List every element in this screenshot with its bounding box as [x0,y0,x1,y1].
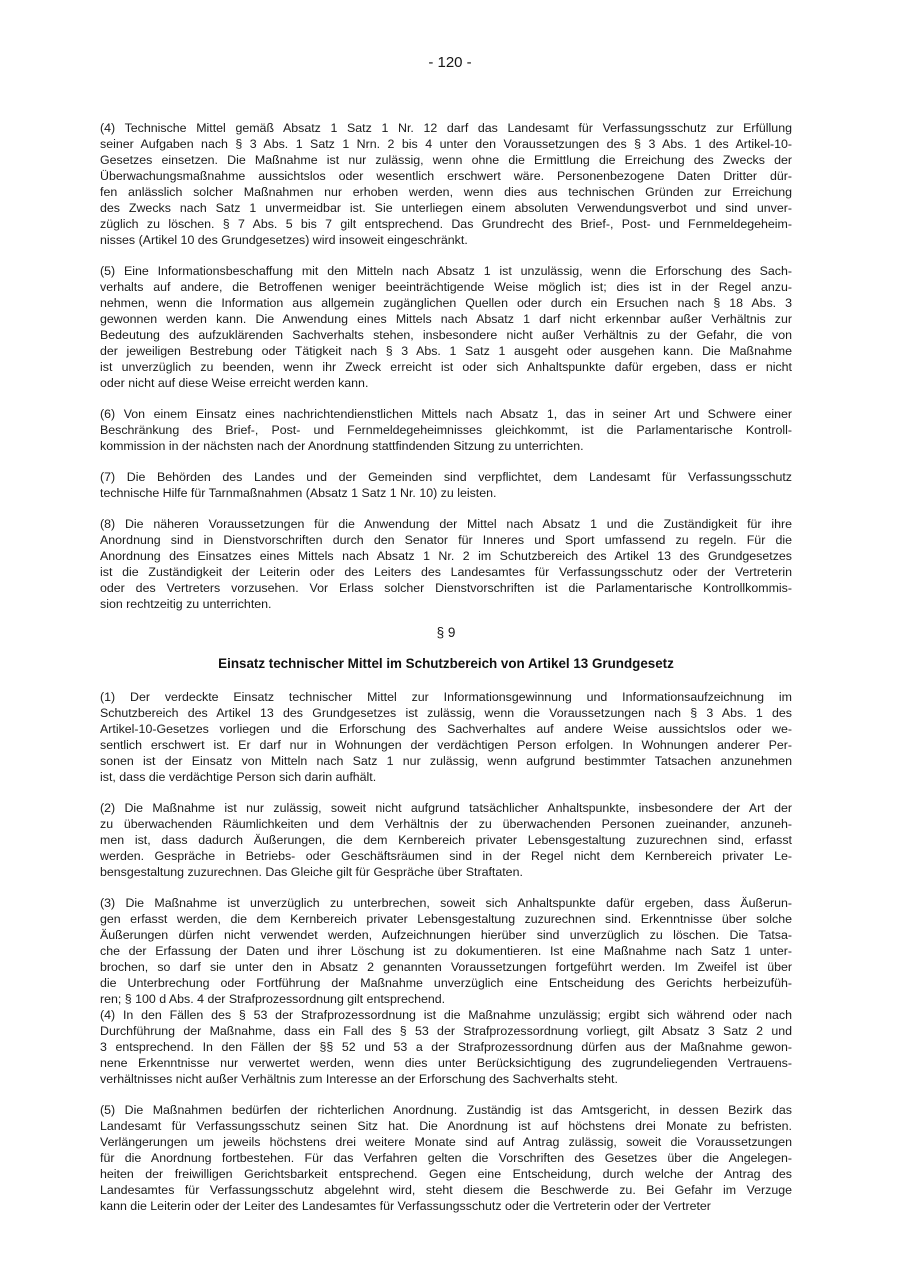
paragraph-5 [100,263,792,391]
text-line: nene Erkenntnisse nur verwertet werden, wenn dies unter Berücksichtigung des zugrundeliegenden Vertrauens- [100,1056,792,1070]
text-line: (4) In den Fällen des § 53 der Strafprozessordnung ist die Maßnahme unzulässig; ergibt sich während oder nach [100,1008,792,1022]
text-line: (5) Die Maßnahmen bedürfen der richterlichen Anordnung. Zuständig ist das Amtsgericht, in dessen Bezirk das [100,1103,792,1117]
text-line: die Unterbrechung oder Fortführung der Maßnahme unverzüglich eine Entscheidung des Gerichts herbeizufüh- [100,976,792,990]
text-line: Anordnung sind in Dienstvorschriften durch den Senator für Inneres und Sport umfassend zu regeln. Für die [100,533,792,547]
text-line: (8) Die näheren Voraussetzungen für die Anwendung der Mittel nach Absatz 1 und die Zuständigkeit für ihre [100,517,792,531]
text-line: Landesamtes für Verfassungsschutz abgelehnt wird, steht diesem die Beschwerde zu. Bei Gefahr im Verzuge [100,1183,792,1197]
text-line: technische Hilfe für Tarnmaßnahmen (Absatz 1 Satz 1 Nr. 10) zu leisten. [100,486,497,500]
page-number: - 120 - [428,54,472,71]
text-line: ren; § 100 d Abs. 4 der Strafprozessordnung gilt entsprechend. [100,992,446,1006]
paragraph-9-4 [100,1007,792,1087]
text-line: ist unverzüglich zu beenden, wenn ihr Zweck erreicht ist oder sich Anhaltspunkte dafür ergeben, dass er nicht [100,360,792,374]
section-title: Einsatz technischer Mittel im Schutzbereich von Artikel 13 Grundgesetz [218,656,674,671]
paragraph-9-1 [100,689,792,785]
text-line: 3 entsprechend. In den Fällen der §§ 52 und 53 a der Strafprozessordnung dürfen aus der Maßnahme gewon- [100,1040,792,1054]
text-line: verhalts auf andere, die Betroffenen weniger beeinträchtigende Weise möglich ist; dies ist in der Regel anzu- [100,280,792,294]
paragraphs-section [100,689,792,1214]
text-line: (5) Eine Informationsbeschaffung mit den Mitteln nach Absatz 1 ist unzulässig, wenn die Erforschung des Sach- [100,264,792,278]
text-line: heiten der freiwilligen Gerichtsbarkeit entsprechend. Gegen eine Entscheidung, durch welche der Antrag des [100,1167,792,1181]
text-line: zu überwachenden Räumlichkeiten und dem Verhältnis der zu überwachenden Personen zueinander, anzuneh- [100,817,792,831]
paragraph-9-2 [100,800,792,880]
text-line: (4) Technische Mittel gemäß Absatz 1 Satz 1 Nr. 12 darf das Landesamt für Verfassungsschutz zur Erfüllung [100,121,792,135]
text-line: nehmen, wenn die Information aus allgemein zugänglichen Quellen oder durch ein Ersuchen nach § 18 Abs. 3 [100,296,792,310]
text-line: kann die Leiterin oder der Leiter des Landesamtes für Verfassungsschutz oder die Vertreterin oder der Vertreter [100,1199,711,1213]
text-line: che der Erfassung der Daten und ihrer Löschung ist zu dokumentieren. Ist eine Maßnahme nach Satz 1 unter- [100,944,792,958]
text-line: Bedeutung des aufzuklärenden Sachverhalts stehen, insbesondere nicht außer Verhältnis zu der Gefahr, die von [100,328,792,342]
paragraph-7 [100,469,792,501]
text-line: Gesetzes einsetzen. Die Maßnahme ist nur zulässig, wenn ohne die Ermittlung die Erreichung des Zwecks der [100,153,792,167]
text-line: (3) Die Maßnahme ist unverzüglich zu unterbrechen, soweit sich Anhaltspunkte dafür ergeben, dass Äußerun- [100,896,792,910]
text-line: Schutzbereich des Artikel 13 des Grundgesetzes ist zulässig, wenn die Voraussetzungen nach § 3 Abs. 1 des [100,706,792,720]
text-line: werden. Gespräche in Betriebs- oder Geschäftsräumen sind in der Regel nicht dem Kernbereich privater Le- [100,849,792,863]
text-line: (1) Der verdeckte Einsatz technischer Mittel zur Informationsgewinnung und Informationsaufzeichnung im [100,690,792,704]
text-line: Überwachungsmaßnahme aussichtslos oder wesentlich erschwert wäre. Personenbezogene Daten Dritter dür- [100,169,792,183]
text-line: oder nicht auf diese Weise erreicht werden kann. [100,376,369,390]
text-line: men ist, dass dadurch Äußerungen, die dem Kernbereich privater Lebensgestaltung zuzurechnen sind, erfasst [100,833,792,847]
text-line: Äußerungen dürfen nicht verwendet werden, Aufzeichnungen hierüber sind unverzüglich zu löschen. Die Tatsa- [100,928,792,942]
text-line: züglich zu löschen. § 7 Abs. 5 bis 7 gilt entsprechend. Das Grundrecht des Brief-, Post- und Fernmeldegeheim- [100,217,792,231]
text-line: bensgestaltung zuzurechnen. Das Gleiche gilt für Gespräche über Straftaten. [100,865,523,879]
paragraph-9-3 [100,895,792,1007]
document-content [100,120,792,1214]
text-line: Durchführung der Maßnahme, dass ein Fall des § 53 der Strafprozessordnung vorliegt, gilt Absatz 3 Satz 2 und [100,1024,792,1038]
section-number: § 9 [436,625,456,640]
text-line: sion rechtzeitig zu unterrichten. [100,597,272,611]
text-line: Verlängerungen um jeweils höchstens drei weitere Monate sind auf Antrag zulässig, soweit die Voraussetzungen [100,1135,792,1149]
text-line: der jeweiligen Bestrebung oder Tätigkeit nach § 3 Abs. 1 Satz 1 ausgeht oder ausgehen kann. Die Maßnahme [100,344,792,358]
text-line: oder des Vertreters vorzusehen. Vor Erlass solcher Dienstvorschriften ist die Parlamentarische Kontrollkommis- [100,581,792,595]
text-line: sonen ist der Einsatz von Mitteln nach Satz 1 nur zulässig, wenn aufgrund bestimmter Tatsachen anzunehmen [100,754,792,768]
text-line: fen anlässlich solcher Maßnahmen nur erhoben werden, wenn dies aus technischen Gründen zur Erreichung [100,185,792,199]
paragraph-8 [100,516,792,612]
text-line: brochen, so darf sie unter den in Absatz 2 genannten Voraussetzungen fortgeführt werden. Im Zweifel ist über [100,960,792,974]
text-line: nisses (Artikel 10 des Grundgesetzes) wird insoweit eingeschränkt. [100,233,468,247]
text-line: ist, dass die verdächtige Person sich darin aufhält. [100,770,377,784]
paragraph-6 [100,406,792,454]
text-line: Artikel-10-Gesetzes vorliegen und die Erforschung des Sachverhaltes auf andere Weise aussichtslos oder we- [100,722,792,736]
paragraph-9-5 [100,1102,792,1214]
text-line: Landesamt für Verfassungsschutz seinen Sitz hat. Die Anordnung ist auf höchstens drei Monate zu befristen. [100,1119,792,1133]
text-line: des Zwecks nach Satz 1 unvermeidbar ist. Sie unterliegen einem absoluten Verwendungsverbot und sind unver- [100,201,792,215]
text-line: (6) Von einem Einsatz eines nachrichtendienstlichen Mittels nach Absatz 1, das in seiner Art und Schwere einer [100,407,792,421]
text-line: seiner Aufgaben nach § 3 Abs. 1 Satz 1 Nrn. 2 bis 4 unter den Voraussetzungen des § 3 Abs. 1 des Artikel-10- [100,137,792,151]
text-line: gewonnen werden kann. Die Anwendung eines Mittels nach Absatz 1 darf nicht erkennbar außer Verhältnis zur [100,312,792,326]
paragraphs-top [100,120,792,612]
paragraph-4 [100,120,792,248]
text-line: gen erfasst werden, die dem Kernbereich privater Lebensgestaltung zuzurechnen sind. Erkenntnisse über solche [100,912,792,926]
text-line: (7) Die Behörden des Landes und der Gemeinden sind verpflichtet, dem Landesamt für Verfassungsschutz [100,470,792,484]
text-line: kommission in der nächsten nach der Anordnung stattfindenden Sitzung zu unterrichten. [100,439,584,453]
text-line: verhältnisses nicht außer Verhältnis zum Interesse an der Erforschung des Sachverhalts steht. [100,1072,618,1086]
text-line: Anordnung des Einsatzes eines Mittels nach Absatz 1 Nr. 2 im Schutzbereich des Artikel 13 des Grundgesetzes [100,549,792,563]
text-line: (2) Die Maßnahme ist nur zulässig, soweit nicht aufgrund tatsächlicher Anhaltspunkte, insbesondere der Art der [100,801,792,815]
text-line: Beschränkung des Brief-, Post- und Fernmeldegeheimnisses gleichkommt, ist die Parlamentarische Kontroll- [100,423,792,437]
text-line: für die Anordnung fortbestehen. Für das Verfahren gelten die Vorschriften des Gesetzes über die Angelegen- [100,1151,792,1165]
text-line: ist die Zuständigkeit der Leiterin oder des Leiters des Landesamtes für Verfassungsschutz oder der Vertreterin [100,565,792,579]
text-line: sentlich erschwert ist. Er darf nur in Wohnungen der verdächtigen Person erfolgen. In Wohnungen anderer Per- [100,738,792,752]
